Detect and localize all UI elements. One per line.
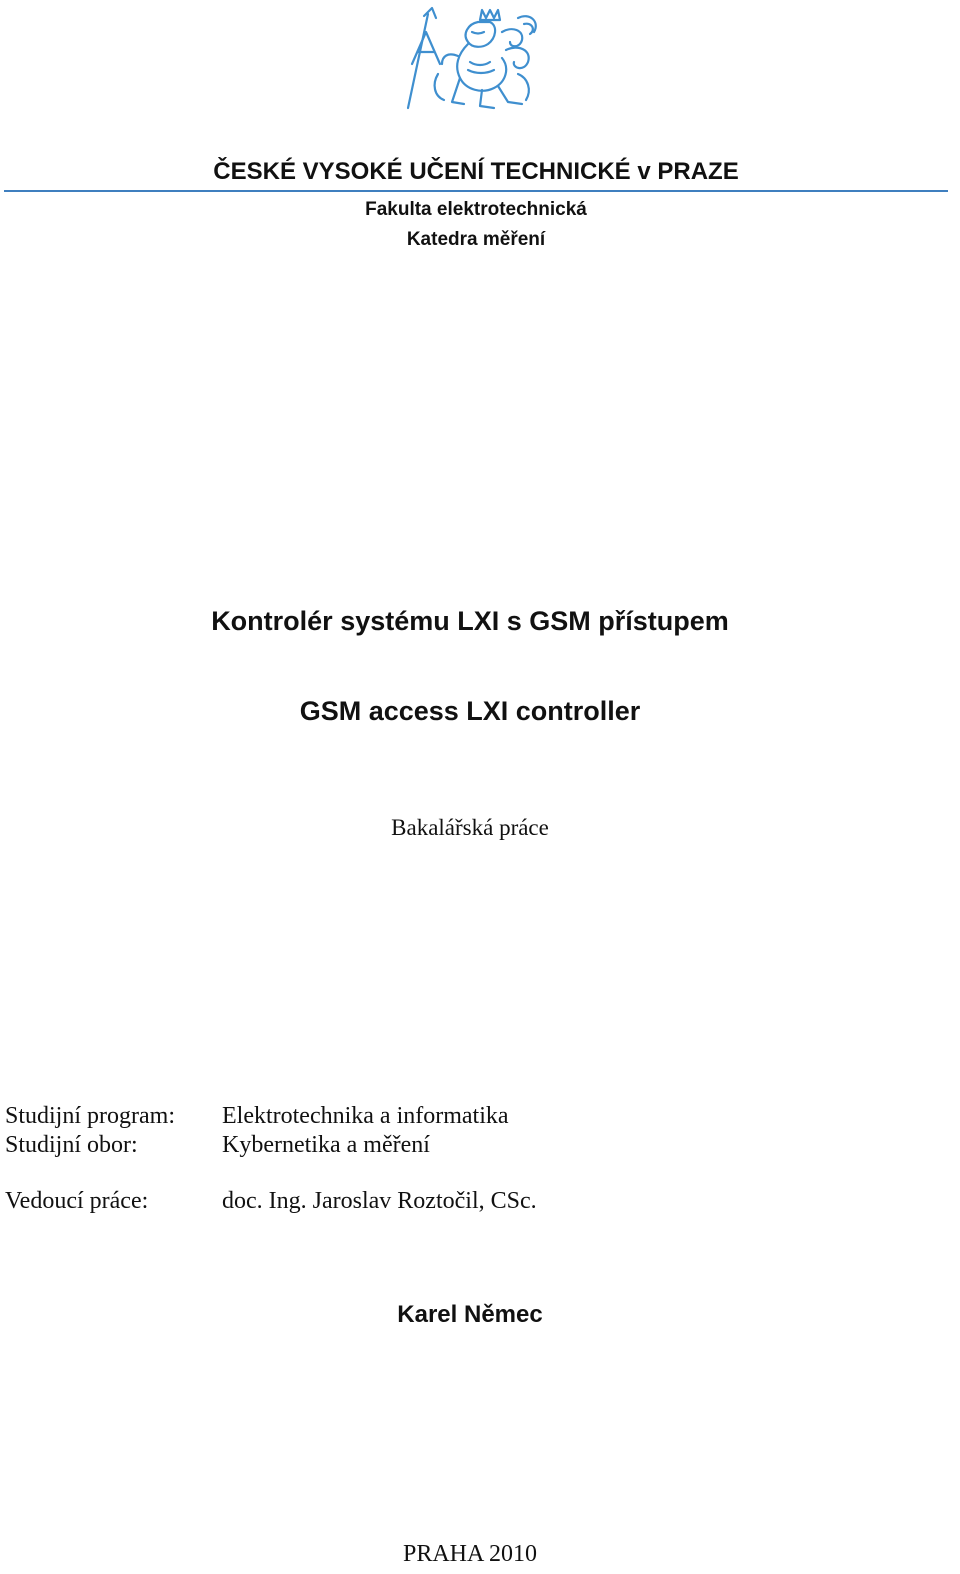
- thesis-title-english: GSM access LXI controller: [299, 696, 641, 726]
- header-divider: [4, 190, 948, 192]
- supervisor-value: doc. Ing. Jaroslav Roztočil, CSc.: [222, 1188, 537, 1214]
- author-name: Karel Němec: [397, 1301, 543, 1328]
- place-year: PRAHA 2010: [402, 1541, 538, 1567]
- study-field-label: Studijní obor:: [5, 1132, 138, 1158]
- study-program-value: Elektrotechnika a informatika: [222, 1103, 509, 1129]
- department-name: Katedra měření: [406, 229, 546, 250]
- supervisor-label: Vedoucí práce:: [5, 1188, 149, 1214]
- ctu-lion-logo: [398, 4, 544, 112]
- thesis-title-czech: Kontrolér systému LXI s GSM přístupem: [211, 606, 729, 636]
- study-field-value: Kybernetika a měření: [222, 1132, 430, 1158]
- university-name: ČESKÉ VYSOKÉ UČENÍ TECHNICKÉ v PRAZE: [213, 158, 739, 185]
- thesis-type: Bakalářská práce: [391, 815, 549, 840]
- faculty-name: Fakulta elektrotechnická: [365, 199, 587, 220]
- study-program-label: Studijní program:: [5, 1103, 175, 1129]
